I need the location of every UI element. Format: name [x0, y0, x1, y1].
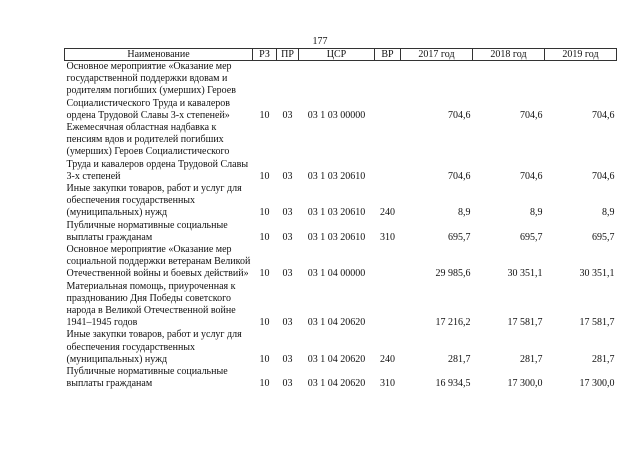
row-csr: 03 1 03 20610	[307, 170, 366, 182]
row-csr: 03 1 03 20610	[307, 207, 366, 219]
row-rz: 10	[259, 268, 270, 280]
row-rz: 10	[259, 378, 270, 390]
row-vr: 240	[380, 353, 395, 365]
row-pr: 03	[282, 317, 293, 329]
row-2017: 281,7	[448, 353, 471, 365]
table-row	[65, 244, 617, 281]
row-2019: 8,9	[602, 207, 615, 219]
row-csr: 03 1 03 00000	[307, 109, 366, 121]
row-2019: 704,6	[592, 109, 615, 121]
row-name: Иные закупки товаров, работ и услуг для обеспечения государственных (муниципальных) нужд	[66, 329, 242, 365]
row-name: Ежемесячная областная надбавка к пенсиям вдов и родителей погибших (умерших) Героев Социалистического Труда и кавалеров ордена Трудовой Славы 3-х степеней	[66, 122, 249, 182]
row-vr	[375, 61, 401, 123]
row-name: Основное мероприятие «Оказание мер социальной поддержки ветеранам Великой Отечественной войны и боевых действий»	[66, 244, 251, 280]
row-vr: 240	[380, 207, 395, 219]
row-pr: 03	[282, 353, 293, 365]
row-pr: 03	[282, 378, 293, 390]
row-vr: 310	[380, 378, 395, 390]
table-row	[65, 61, 617, 123]
row-2018: 695,7	[520, 231, 543, 243]
row-vr	[375, 244, 401, 281]
row-2019: 17 300,0	[579, 378, 615, 390]
row-2018: 704,6	[520, 170, 543, 182]
header-csr: ЦСР	[299, 49, 375, 61]
row-pr: 03	[282, 170, 293, 182]
row-vr	[375, 281, 401, 330]
row-2019: 281,7	[592, 353, 615, 365]
header-2017: 2017 год	[401, 49, 473, 61]
row-2017: 17 216,2	[435, 317, 471, 329]
row-2017: 704,6	[448, 109, 471, 121]
row-vr: 310	[380, 231, 395, 243]
row-name: Материальная помощь, приуроченная к празднованию Дня Победы советского народа в Великой Отечественной войне 1941–1945 годов	[66, 280, 236, 329]
row-name: Публичные нормативные социальные выплаты гражданам	[66, 366, 228, 390]
table-row	[65, 122, 617, 183]
page-number: 177	[312, 36, 328, 47]
row-rz: 10	[259, 317, 270, 329]
row-2018: 17 300,0	[507, 378, 543, 390]
row-2017: 16 934,5	[435, 378, 471, 390]
row-2017: 704,6	[448, 170, 471, 182]
row-csr: 03 1 04 20620	[307, 317, 366, 329]
row-csr: 03 1 04 00000	[307, 268, 366, 280]
table-row	[65, 366, 617, 390]
row-2018: 281,7	[520, 353, 543, 365]
header-2019: 2019 год	[545, 49, 617, 61]
row-pr: 03	[282, 231, 293, 243]
table-row	[65, 220, 617, 244]
row-rz: 10	[259, 231, 270, 243]
row-2018: 30 351,1	[507, 268, 543, 280]
table-row	[65, 281, 617, 330]
row-2019: 30 351,1	[579, 268, 615, 280]
row-name: Основное мероприятие «Оказание мер государственной поддержки вдовам и родителям погибших (умерших) Героев Социалистического Труда и кавалеров ордена Трудовой Славы 3-х степеней»	[66, 61, 236, 121]
row-pr: 03	[282, 268, 293, 280]
row-2019: 704,6	[592, 170, 615, 182]
row-2017: 29 985,6	[435, 268, 471, 280]
row-2019: 17 581,7	[579, 317, 615, 329]
row-2018: 8,9	[530, 207, 543, 219]
header-vr: ВР	[375, 49, 401, 61]
row-name: Публичные нормативные социальные выплаты гражданам	[66, 219, 228, 243]
row-csr: 03 1 03 20610	[307, 231, 366, 243]
row-2018: 17 581,7	[507, 317, 543, 329]
row-2018: 704,6	[520, 109, 543, 121]
row-2017: 695,7	[448, 231, 471, 243]
row-pr: 03	[282, 109, 293, 121]
table-row	[65, 329, 617, 366]
row-2019: 695,7	[592, 231, 615, 243]
row-name: Иные закупки товаров, работ и услуг для обеспечения государственных (муниципальных) нужд	[66, 183, 242, 219]
header-pr: ПР	[277, 49, 299, 61]
header-rz: РЗ	[253, 49, 277, 61]
row-rz: 10	[259, 109, 270, 121]
table-row	[65, 183, 617, 220]
row-csr: 03 1 04 20620	[307, 378, 366, 390]
row-rz: 10	[259, 207, 270, 219]
row-2017: 8,9	[458, 207, 471, 219]
row-csr: 03 1 04 20620	[307, 353, 366, 365]
header-2018: 2018 год	[473, 49, 545, 61]
row-vr	[375, 122, 401, 183]
budget-table	[64, 48, 617, 390]
row-rz: 10	[259, 353, 270, 365]
header-name: Наименование	[65, 49, 253, 61]
row-rz: 10	[259, 170, 270, 182]
table-header-row	[65, 49, 617, 61]
row-pr: 03	[282, 207, 293, 219]
